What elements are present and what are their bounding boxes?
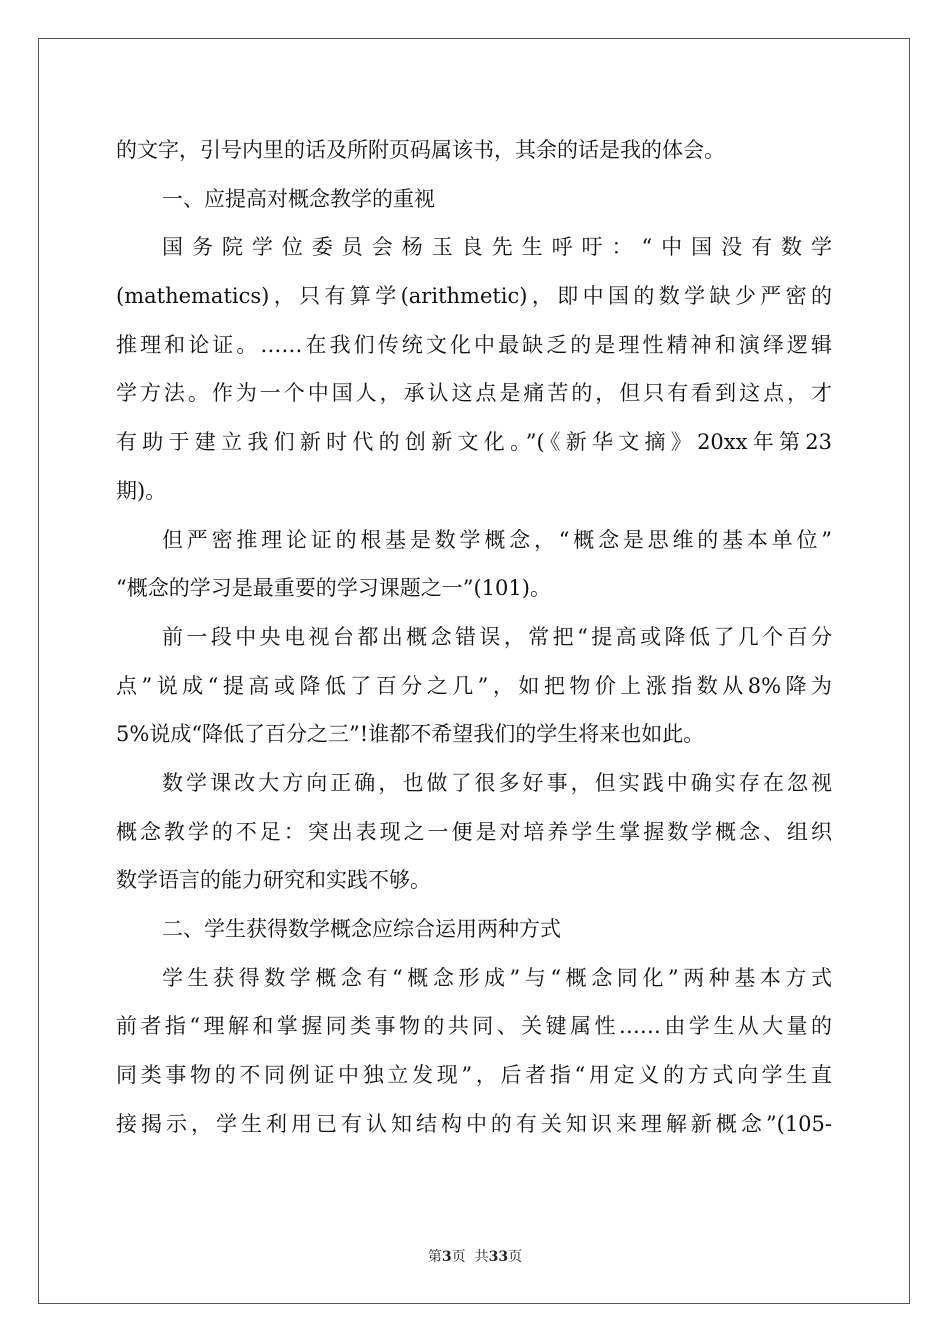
document-body [116,126,832,1148]
text-line: 国务院学位委员会杨玉良先生呼吁：“中国没有数学 [162,235,832,260]
text-line: 概念教学的不足：突出表现之一便是对培养学生掌握数学概念、组织 [116,819,832,844]
text-line: 5%说成“降低了百分之三”!谁都不希望我们的学生将来也如此。 [116,722,705,747]
total-page-count: 33 [488,1249,509,1265]
text-line: 但严密推理论证的根基是数学概念，“概念是思维的基本单位” [162,527,832,552]
text-line: 前一段中央电视台都出概念错误，常把“提高或降低了几个百分 [162,624,832,649]
page-footer [0,1246,950,1266]
text-line: 的文字，引号内里的话及所附页码属该书，其余的话是我的体会。 [116,138,725,162]
text-line: 接揭示，学生利用已有认知结构中的有关知识来理解新概念”(105- [116,1111,832,1136]
text-line: 一、应提高对概念教学的重视 [162,186,435,211]
footer-middle: 页 共 [451,1249,489,1265]
text-line: 二、学生获得数学概念应综合运用两种方式 [162,917,561,941]
text-line: 点”说成“提高或降低了百分之几”，如把物价上涨指数从8%降为 [116,673,832,698]
text-line: 有助于建立我们新时代的创新文化。”(《新华文摘》20xx年第23 [116,430,832,455]
text-line: 同类事物的不同例证中独立发现”，后者指“用定义的方式向学生直 [116,1063,832,1088]
text-line: “概念的学习是最重要的学习课题之一”(101)。 [116,576,551,601]
text-line: 学生获得数学概念有“概念形成”与“概念同化”两种基本方式 [162,965,832,990]
text-line: 数学课改大方向正确，也做了很多好事，但实践中确实存在忽视 [162,770,832,795]
current-page-number: 3 [441,1249,452,1265]
text-line: 期)。 [116,478,167,503]
text-line: 数学语言的能力研究和实践不够。 [116,868,431,893]
text-line: 前者指“理解和掌握同类事物的共同、关键属性……由学生从大量的 [116,1014,832,1039]
text-line: 推理和论证。……在我们传统文化中最缺乏的是理性精神和演绎逻辑 [116,332,832,357]
footer-suffix: 页 [508,1249,523,1265]
footer-prefix: 第 [427,1249,442,1265]
text-line: 学方法。作为一个中国人，承认这点是痛苦的，但只有看到这点，才 [116,381,832,406]
text-line: (mathematics)，只有算学(arithmetic)，即中国的数学缺少严密的 [116,284,832,309]
